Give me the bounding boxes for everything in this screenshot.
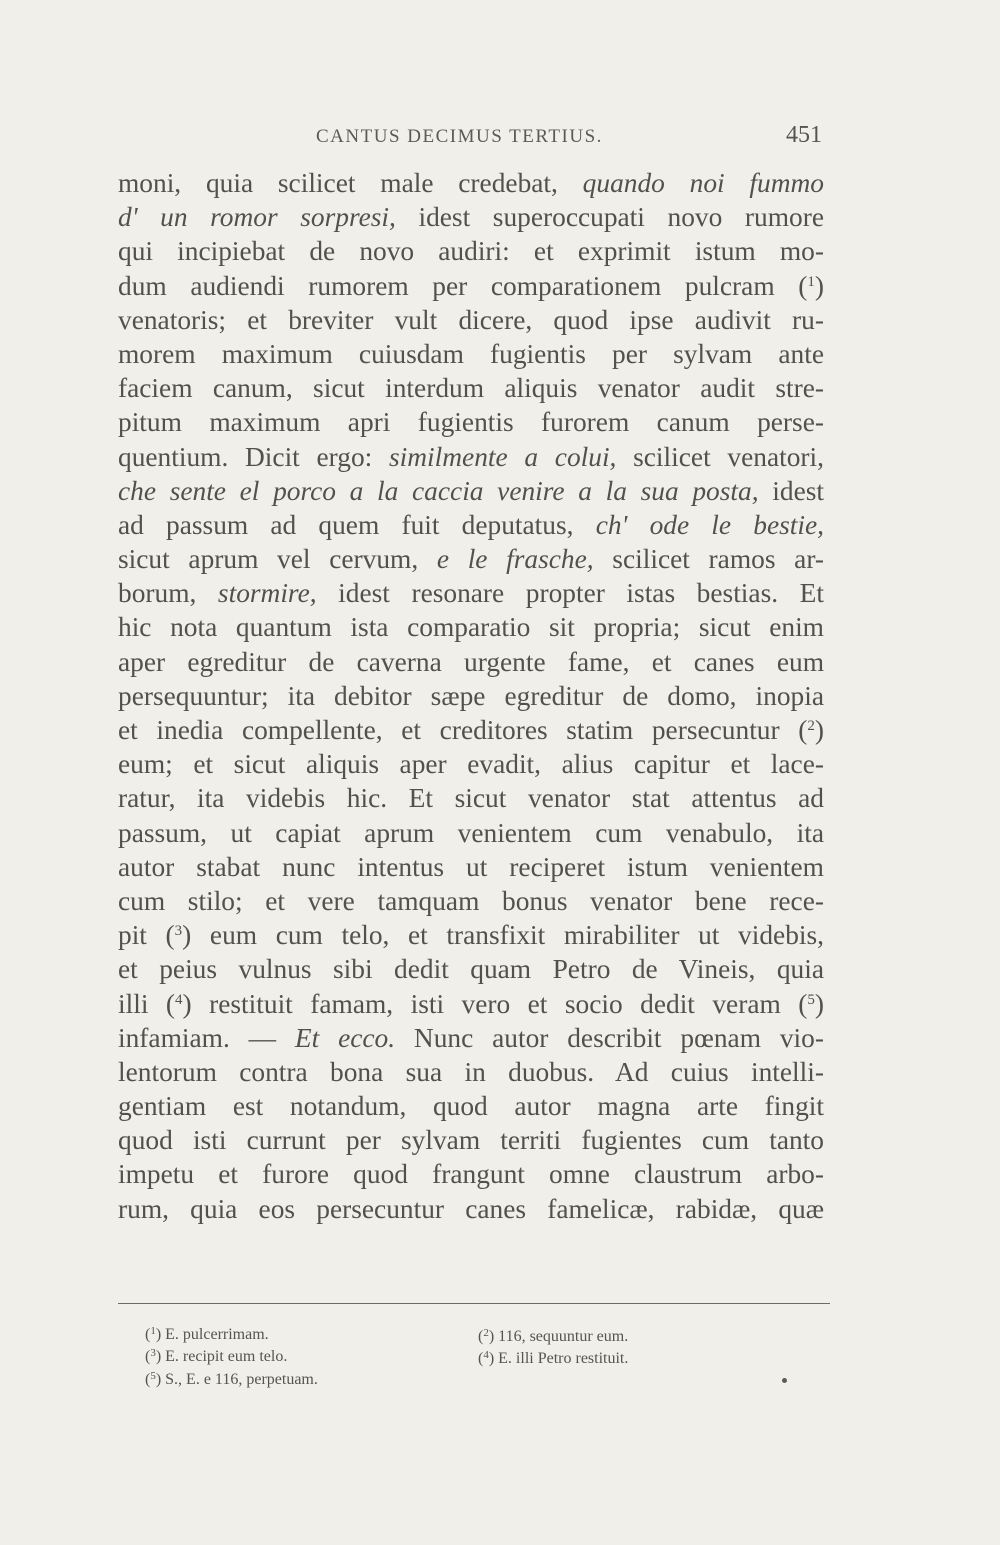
italic-quotation: che sente el porco a la caccia venire a la sua posta,: [118, 475, 759, 506]
footnote-text: E. illi Petro restituit.: [498, 1350, 629, 1367]
text-segment: scilicet venatori,: [616, 441, 824, 472]
main-text: [118, 166, 824, 1226]
text-line: [118, 337, 824, 371]
text-segment: ratur, ita videbis hic. Et sicut venator stat attentus ad: [118, 783, 824, 814]
text-segment: borum,: [118, 578, 218, 609]
text-segment: quentium. Dicit ergo:: [118, 441, 389, 472]
text-line: [118, 1021, 824, 1055]
text-segment: eum; et sicut aliquis aper evadit, alius capitur et lace-: [118, 749, 824, 780]
footnote-marker: 2: [483, 1327, 489, 1339]
text-segment: persequuntur; ita debitor sæpe egreditur de domo, inopia: [118, 680, 824, 711]
text-segment: eum cum telo, et transfixit mirabiliter ut videbis,: [191, 920, 825, 951]
text-segment: ad passum ad quem fuit deputatus,: [118, 509, 596, 540]
footnote-text: S., E. e 116, perpetuam.: [165, 1371, 318, 1388]
text-segment: ): [182, 920, 192, 951]
footnote-text: E. recipit eum telo.: [165, 1348, 288, 1365]
text-segment: et inedia compellente, et creditores statim persecuntur: [118, 715, 799, 745]
italic-quotation: ch' ode le bestie,: [595, 509, 824, 540]
text-line: [118, 200, 824, 234]
text-line: [118, 987, 824, 1021]
text-segment: hic nota quantum ista comparatio sit propria; sicut enim: [118, 612, 824, 643]
text-segment: (: [798, 715, 808, 745]
text-segment: venatoris; et breviter vult dicere, quod ipse audivit ru-: [118, 304, 824, 335]
text-line: [118, 1089, 824, 1123]
text-line: [118, 884, 824, 918]
page-number: 451: [786, 122, 822, 148]
text-segment: idest: [758, 475, 824, 506]
footnote-marker: 3: [150, 1347, 156, 1359]
text-line: [118, 440, 824, 474]
text-line: [118, 1055, 824, 1089]
italic-quotation: stormire,: [217, 578, 317, 609]
text-segment: illi: [118, 988, 166, 1019]
page-header: [118, 122, 822, 154]
ink-speck: [782, 1378, 787, 1383]
text-segment: (: [165, 988, 176, 1019]
text-line: [118, 747, 824, 781]
text-line: [118, 371, 824, 405]
text-segment: restituit famam, isti vero et socio dedit veram: [191, 988, 799, 1019]
text-line: [118, 508, 824, 542]
text-line: [118, 542, 824, 576]
text-segment: aper egreditur de caverna urgente fame, et canes eum: [118, 646, 824, 677]
italic-quotation: similmente a colui,: [389, 441, 617, 472]
text-segment: cum stilo; et vere tamquam bonus venator bene rece-: [118, 885, 824, 916]
text-segment: faciem canum, sicut interdum aliquis venator audit stre-: [118, 373, 824, 404]
text-segment: passum, ut capiat aprum venientem cum venabulo, ita: [118, 817, 824, 848]
footnote: ($^3$) E. recipit eum telo.: [145, 1347, 288, 1365]
text-segment: impetu et furore quod frangunt omne claustrum arbo-: [118, 1159, 824, 1190]
footnote-marker: 1: [150, 1325, 156, 1337]
text-line: [118, 303, 824, 337]
text-segment: dum audiendi rumorem per comparationem pulcram: [118, 270, 799, 301]
text-segment: Nunc autor describit pœnam vio-: [395, 1022, 824, 1053]
text-line: [118, 234, 824, 268]
text-segment: idest resonare propter istas bestias. Et: [316, 578, 824, 609]
text-segment: gentiam est notandum, quod autor magna arte fingit: [118, 1091, 824, 1122]
text-segment: ): [182, 988, 192, 1019]
text-segment: et peius vulnus sibi dedit quam Petro de Vineis, quia: [118, 954, 824, 985]
text-segment: (: [798, 988, 808, 1019]
text-segment: scilicet ramos ar-: [593, 544, 825, 575]
italic-quotation: Et ecco.: [294, 1022, 396, 1053]
text-segment: infamiam. —: [118, 1022, 295, 1053]
text-line: [118, 645, 824, 679]
footnote-reference: 2: [807, 718, 815, 734]
text-line: [118, 1192, 824, 1226]
text-segment: pit: [118, 920, 166, 951]
footnote: ($^4$) E. illi Petro restituit.: [478, 1349, 629, 1367]
text-segment: (: [798, 270, 808, 301]
text-line: [118, 816, 824, 850]
text-line: [118, 713, 824, 747]
footnote: ($^5$) S., E. e 116, perpetuam.: [145, 1370, 318, 1388]
footnote-text: E. pulcerrimam.: [165, 1326, 269, 1343]
text-segment: sicut aprum vel cervum,: [118, 544, 437, 575]
italic-quotation: e le frasche,: [436, 544, 594, 575]
italic-quotation: quando noi fummo: [582, 168, 824, 198]
footnote: ($^2$) 116, sequuntur eum.: [478, 1327, 629, 1345]
italic-quotation: d' un romor sorpresi,: [118, 202, 396, 233]
text-segment: ): [814, 715, 824, 745]
text-line: [118, 576, 824, 610]
footnote-marker: 5: [150, 1370, 156, 1382]
footnote-reference: 4: [175, 991, 183, 1008]
footnote-text: 116, sequuntur eum.: [498, 1328, 629, 1345]
text-line: [118, 850, 824, 884]
text-segment: quod isti currunt per sylvam territi fugientes cum tanto: [118, 1125, 824, 1156]
text-line: [118, 1157, 824, 1191]
text-segment: ): [814, 270, 824, 301]
footnote: ($^1$) E. pulcerrimam.: [145, 1325, 269, 1343]
text-line: [118, 781, 824, 815]
text-line: [118, 610, 824, 644]
text-segment: moni, quia scilicet male credebat,: [118, 168, 583, 198]
footnote-marker: 4: [483, 1349, 489, 1361]
text-line: [118, 269, 824, 303]
text-segment: morem maximum cuiusdam fugientis per sylvam ante: [118, 338, 824, 369]
footnote-reference: 3: [174, 923, 183, 940]
text-line: [118, 405, 824, 439]
text-line: [118, 679, 824, 713]
footnote-reference: 5: [807, 991, 815, 1008]
footnote-reference: 1: [807, 273, 815, 290]
text-line: [118, 952, 824, 986]
text-segment: autor stabat nunc intentus ut reciperet istum venientem: [118, 851, 824, 882]
text-line: [118, 166, 824, 200]
text-segment: pitum maximum apri fugientis furorem canum perse-: [118, 407, 824, 438]
text-segment: (: [165, 920, 175, 951]
text-line: [118, 918, 824, 952]
text-line: [118, 1123, 824, 1157]
text-segment: lentorum contra bona sua in duobus. Ad cuius intelli-: [118, 1056, 824, 1087]
footnote-divider: [118, 1303, 830, 1304]
text-line: [118, 474, 824, 508]
text-segment: qui incipiebat de novo audiri: et exprimit istum mo-: [118, 236, 824, 267]
text-segment: idest superoccupati novo rumore: [395, 202, 824, 233]
running-title: CANTUS DECIMUS TERTIUS.: [316, 126, 603, 147]
text-segment: ): [814, 988, 825, 1019]
text-segment: rum, quia eos persecuntur canes famelicæ, rabidæ, quæ: [118, 1193, 824, 1224]
